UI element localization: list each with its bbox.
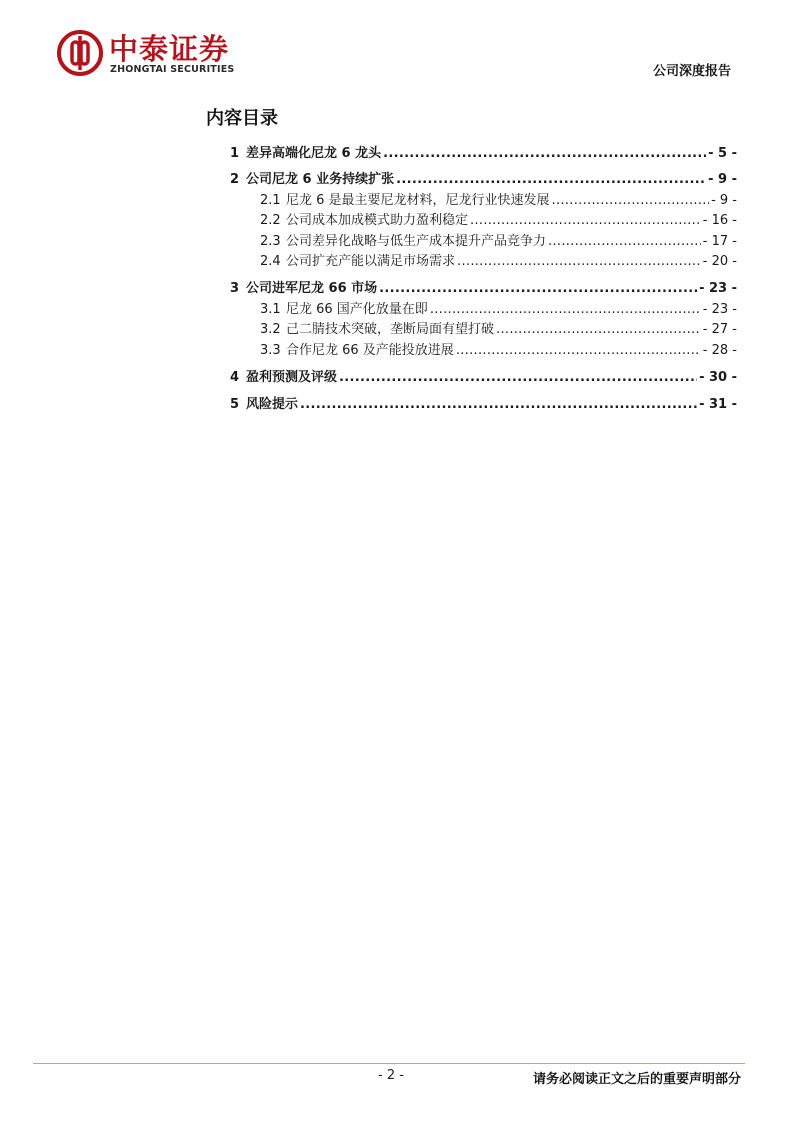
logo-english-name: ZHONGTAI SECURITIES (110, 64, 235, 75)
toc-text: 合作尼龙 66 及产能投放进展 (286, 343, 454, 358)
toc-entry-2-3[interactable] (260, 233, 737, 251)
toc-number: 3.2 (260, 322, 281, 337)
toc-entry-1[interactable] (230, 145, 737, 163)
toc-leader-dots (396, 171, 706, 189)
toc-number: 2.4 (260, 254, 281, 269)
toc-leader-dots (456, 342, 701, 360)
toc-number: 3.3 (260, 343, 281, 358)
toc-number: 2.3 (260, 234, 281, 249)
toc-page: - 27 - (702, 322, 737, 337)
toc-entry-3-3[interactable] (260, 342, 737, 360)
page-number: - 2 - (378, 1068, 404, 1083)
toc-leader-dots (300, 396, 697, 414)
toc-entry-3-2[interactable] (260, 321, 737, 339)
toc-leader-dots (430, 301, 701, 319)
company-logo (57, 30, 247, 82)
toc-text: 己二腈技术突破，垄断局面有望打破 (286, 322, 495, 337)
toc-page: - 5 - (708, 146, 737, 161)
toc-entry-3[interactable] (230, 280, 737, 298)
toc-leader-dots (383, 145, 706, 163)
toc-page: - 31 - (699, 397, 737, 412)
toc-text: 差异高端化尼龙 6 龙头 (246, 146, 382, 161)
toc-page: - 23 - (699, 281, 737, 296)
toc-text: 公司差异化战略与低生产成本提升产品竞争力 (286, 234, 547, 249)
toc-entry-2-4[interactable] (260, 253, 737, 271)
toc-page: - 9 - (708, 172, 737, 187)
toc-entry-2[interactable] (230, 171, 737, 189)
toc-leader-dots (496, 321, 701, 339)
toc-page: - 30 - (699, 370, 737, 385)
toc-leader-dots (548, 233, 701, 251)
footer-divider (33, 1063, 745, 1064)
toc-leader-dots (552, 192, 710, 210)
toc-page: - 28 - (702, 343, 737, 358)
toc-text: 公司尼龙 6 业务持续扩张 (246, 172, 395, 187)
toc-number: 2.1 (260, 193, 281, 208)
report-type-label: 公司深度报告 (652, 64, 731, 79)
zhongtai-logo-icon (57, 30, 103, 76)
logo-chinese-name: 中泰证券 (109, 32, 230, 66)
toc-number: 4 (230, 370, 240, 385)
toc-page: - 9 - (711, 193, 737, 208)
toc-page: - 17 - (702, 234, 737, 249)
toc-entry-5[interactable] (230, 396, 737, 414)
toc-title: 内容目录 (206, 108, 278, 129)
toc-text: 盈利预测及评级 (246, 370, 338, 385)
toc-entry-2-1[interactable] (260, 192, 737, 210)
toc-page: - 23 - (702, 302, 737, 317)
toc-entry-4[interactable] (230, 369, 737, 387)
toc-page: - 16 - (702, 213, 737, 228)
toc-text: 风险提示 (246, 397, 299, 412)
toc-page: - 20 - (702, 254, 737, 269)
disclaimer-note: 请务必阅读正文之后的重要声明部分 (532, 1072, 741, 1087)
toc-leader-dots (379, 280, 697, 298)
toc-text: 尼龙 66 国产化放量在即 (286, 302, 428, 317)
toc-leader-dots (470, 212, 701, 230)
toc-number: 2.2 (260, 213, 281, 228)
toc-leader-dots (457, 253, 701, 271)
toc-text: 公司进军尼龙 66 市场 (246, 281, 378, 296)
toc-text: 公司扩充产能以满足市场需求 (286, 254, 456, 269)
toc-number: 1 (230, 146, 240, 161)
toc-text: 尼龙 6 是最主要尼龙材料，尼龙行业快速发展 (286, 193, 550, 208)
toc-entry-2-2[interactable] (260, 212, 737, 230)
toc-number: 3.1 (260, 302, 281, 317)
toc-number: 5 (230, 397, 240, 412)
toc-text: 公司成本加成模式助力盈利稳定 (286, 213, 469, 228)
toc-entry-3-1[interactable] (260, 301, 737, 319)
toc-number: 3 (230, 281, 240, 296)
toc-leader-dots (339, 369, 697, 387)
toc-number: 2 (230, 172, 240, 187)
